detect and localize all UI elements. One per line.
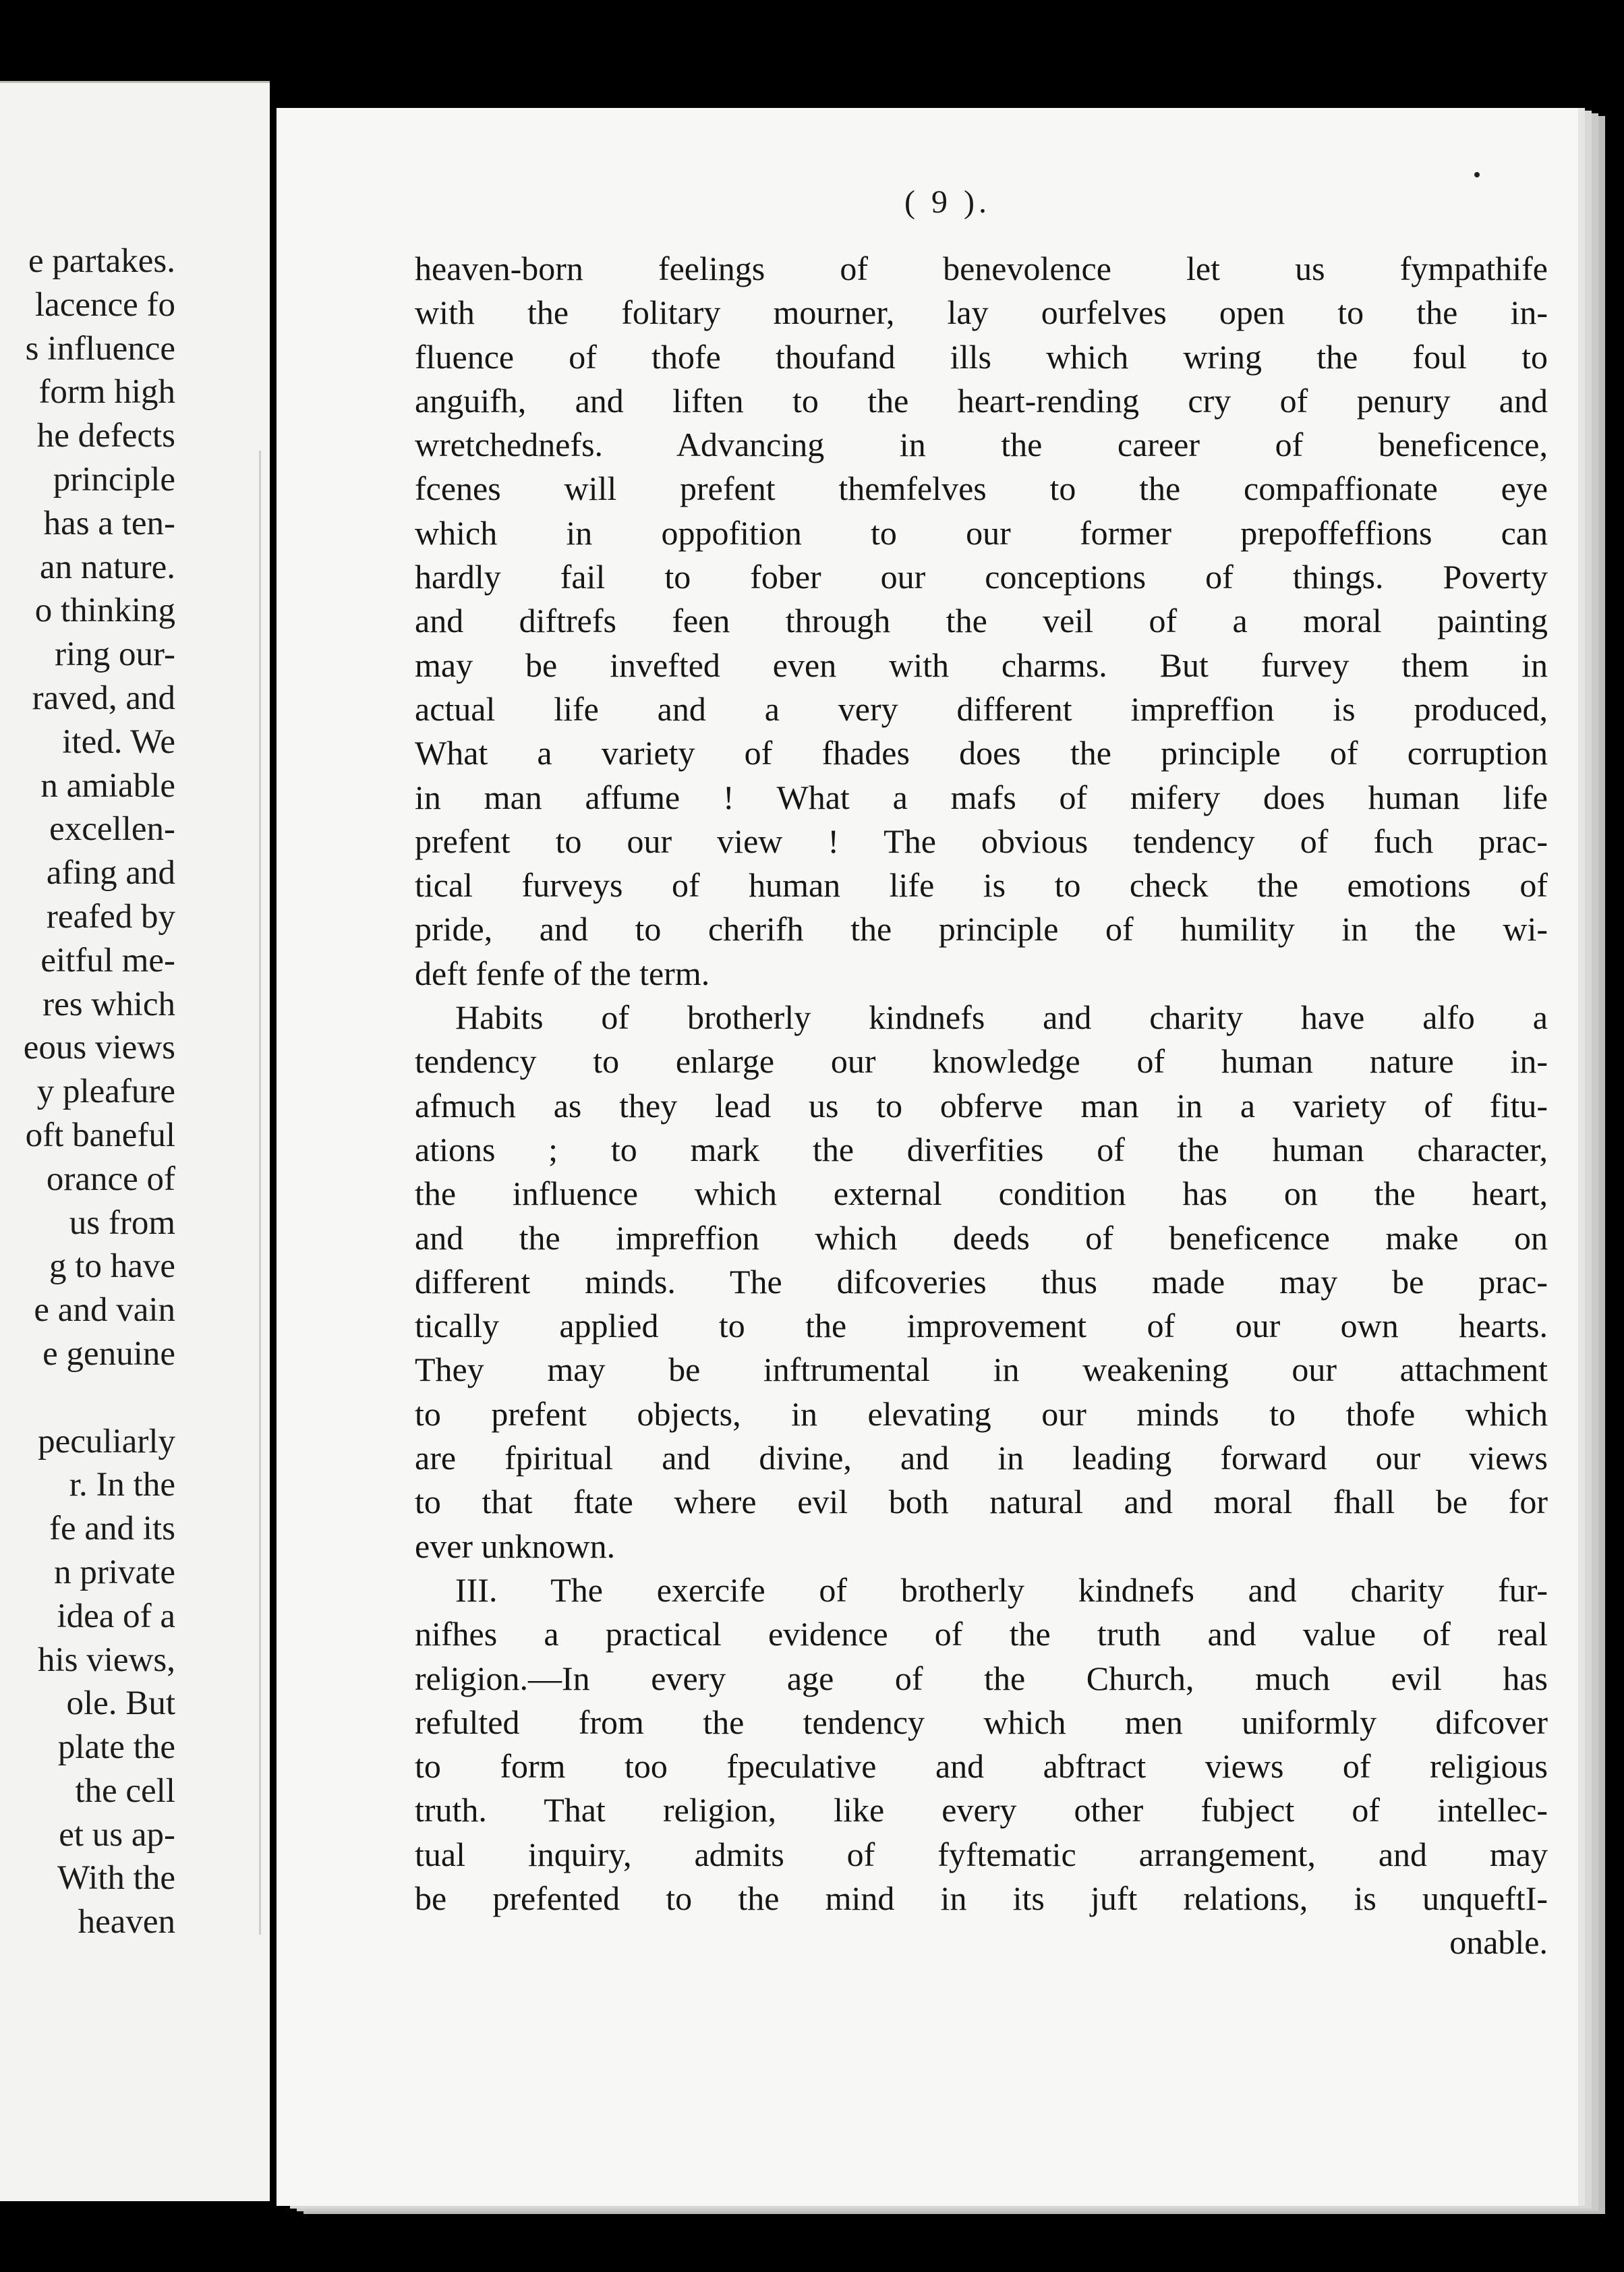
ink-speck [1474, 172, 1480, 177]
text-line: What a variety of fhades does the principle of corruption [415, 734, 1548, 772]
text-line: Habits of brotherly kindnefs and charity have alfo a [455, 998, 1548, 1037]
previous-page-line [0, 1376, 175, 1420]
previous-page-line: e genuine [42, 1334, 175, 1373]
previous-page-line: et us ap- [59, 1815, 175, 1854]
previous-page-line: us from [69, 1203, 175, 1242]
previous-page-line: afing and [46, 854, 175, 892]
text-line: which in oppofition to our former prepoffeffions can [415, 513, 1548, 552]
previous-page-line: res which [42, 985, 175, 1023]
previous-page-line: his views, [38, 1641, 175, 1679]
current-page [277, 108, 1578, 2206]
text-line: refulted from the tendency which men uniformly difcover [415, 1703, 1548, 1741]
previous-page-fragment [0, 81, 270, 2201]
previous-page-line: n private [54, 1553, 175, 1591]
text-line: nifhes a practical evidence of the truth and value of real [415, 1615, 1548, 1653]
text-line: wretchednefs. Advancing in the career of beneficence, [415, 426, 1548, 464]
text-line: heaven-born feelings of benevolence let us fympathife [415, 250, 1548, 287]
text-line: be prefented to the mind in its juft relations, is unqueftI- [415, 1879, 1548, 1917]
previous-page-line: peculiarly [38, 1422, 175, 1460]
text-line: pride, and to cherifh the principle of humility in the wi- [415, 910, 1548, 948]
text-line: tical furveys of human life is to check the emotions of [415, 866, 1548, 905]
previous-page-line: ited. We [62, 722, 175, 761]
previous-page-line: raved, and [32, 679, 175, 717]
page-body-text [415, 247, 1548, 1965]
previous-page-line: n amiable [40, 766, 175, 805]
previous-page-line: o thinking [34, 592, 175, 630]
text-line: hardly fail to fober our conceptions of things. Poverty [415, 558, 1548, 596]
text-line: They may be inftrumental in weakening our attachment [415, 1351, 1548, 1389]
previous-page-line: oft baneful [25, 1116, 175, 1154]
previous-page-line: principle [53, 460, 175, 499]
text-line: tendency to enlarge our knowledge of human nature in- [415, 1042, 1548, 1081]
text-line: prefent to our view ! The obvious tendency of fuch prac- [415, 822, 1548, 860]
text-line: may be invefted even with charms. But furvey them in [415, 646, 1548, 684]
text-line: afmuch as they lead us to obferve man in a variety of fitu- [415, 1086, 1548, 1125]
previous-page-line: idea of a [57, 1597, 175, 1635]
previous-page-line: g to have [49, 1247, 175, 1286]
previous-page-line: y pleafure [36, 1073, 175, 1111]
text-line: III. The exercife of brotherly kindnefs and charity fur- [455, 1570, 1548, 1609]
text-line: different minds. The difcoveries thus made may be prac- [415, 1262, 1548, 1301]
text-line: fcenes will prefent themfelves to the compaffionate eye [415, 470, 1548, 508]
previous-page-line: the cell [75, 1771, 175, 1810]
text-line: and diftrefs feen through the veil of a moral painting [415, 602, 1548, 640]
previous-page-line: has a ten- [43, 504, 175, 542]
text-line: fluence of thofe thoufand ills which wring the foul to [415, 337, 1548, 376]
previous-page-line: form high [38, 373, 175, 411]
text-line: tically applied to the improvement of our own hearts. [415, 1307, 1548, 1345]
text-line: onable. [1449, 1923, 1548, 1962]
previous-page-line: s influence [25, 329, 175, 368]
previous-page-line: excellen- [49, 810, 175, 849]
text-line: and the impreffion which deeds of beneficence make on [415, 1218, 1548, 1257]
previous-page-line: plate the [57, 1728, 175, 1767]
previous-page-line: With the [57, 1859, 175, 1898]
text-line: the influence which external condition has on the heart, [415, 1174, 1548, 1213]
previous-page-line: fe and its [49, 1510, 175, 1548]
previous-page-line: e and vain [34, 1291, 175, 1330]
text-line: to that ftate where evil both natural and moral fhall be for [415, 1483, 1548, 1521]
text-line: in man affume ! What a mafs of mifery does human life [415, 778, 1548, 816]
text-line: to form too fpeculative and abftract views of religious [415, 1747, 1548, 1786]
previous-page-line: lacence fo [34, 285, 175, 324]
text-line: tual inquiry, admits of fyftematic arrangement, and may [415, 1835, 1548, 1873]
previous-page-text [0, 239, 175, 1944]
previous-page-line: eous views [23, 1029, 175, 1067]
text-line: ations ; to mark the diverfities of the human character, [415, 1130, 1548, 1168]
text-line: are fpiritual and divine, and in leading forward our views [415, 1439, 1548, 1477]
text-line: truth. That religion, like every other fubject of intellec- [415, 1791, 1548, 1829]
text-line: religion.—In every age of the Church, much evil has [415, 1659, 1548, 1697]
previous-page-line: reafed by [46, 897, 175, 936]
previous-page-line: an nature. [39, 548, 175, 586]
text-line: with the folitary mourner, lay ourfelves open to the in- [415, 293, 1548, 332]
text-line: to prefent objects, in elevating our minds to thofe which [415, 1394, 1548, 1433]
previous-page-line: r. In the [69, 1466, 175, 1504]
text-line: anguifh, and liften to the heart-rending cry of penury and [415, 381, 1548, 420]
previous-page-line: heaven [78, 1903, 175, 1941]
previous-page-line: orance of [46, 1160, 175, 1198]
previous-page-line: ring our- [55, 635, 175, 674]
text-line: actual life and a very different impreffion is produced, [415, 689, 1548, 728]
text-line: ever unknown. [415, 1527, 616, 1565]
text-line: deft fenfe of the term. [415, 954, 710, 992]
previous-page-line: e partakes. [28, 242, 175, 280]
previous-page-line: ole. But [66, 1684, 175, 1723]
page-number: ( 9 ). [904, 184, 991, 220]
previous-page-line: eitful me- [40, 941, 175, 979]
previous-page-line: he defects [36, 417, 175, 455]
